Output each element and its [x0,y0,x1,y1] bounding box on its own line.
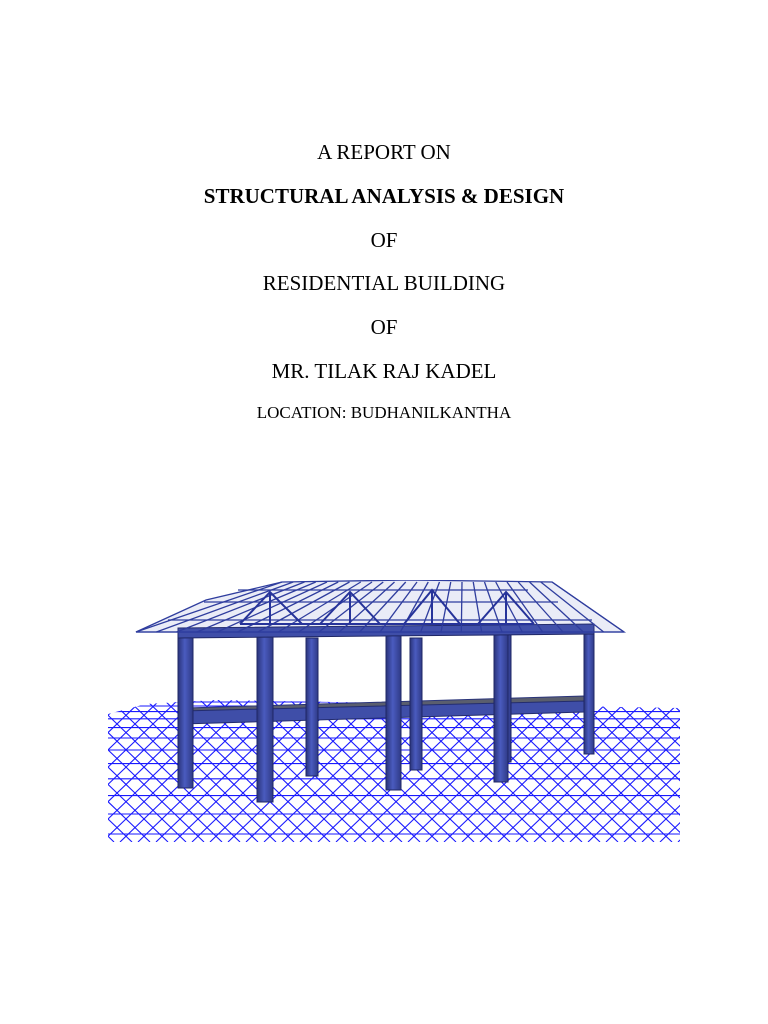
structural-frame-render [108,580,680,842]
building-type-line: RESIDENTIAL BUILDING [262,271,506,295]
client-name-line: MR. TILAK RAJ KADEL [271,359,497,383]
report-intro-line: A REPORT ON [317,140,451,164]
report-of-line: OF [370,228,398,252]
report-subject-title: STRUCTURAL ANALYSIS & DESIGN [203,184,565,208]
roof-truss [136,580,624,632]
location-line: LOCATION: BUDHANILKANTHA [256,403,512,422]
report-of-line-2: OF [370,315,398,339]
